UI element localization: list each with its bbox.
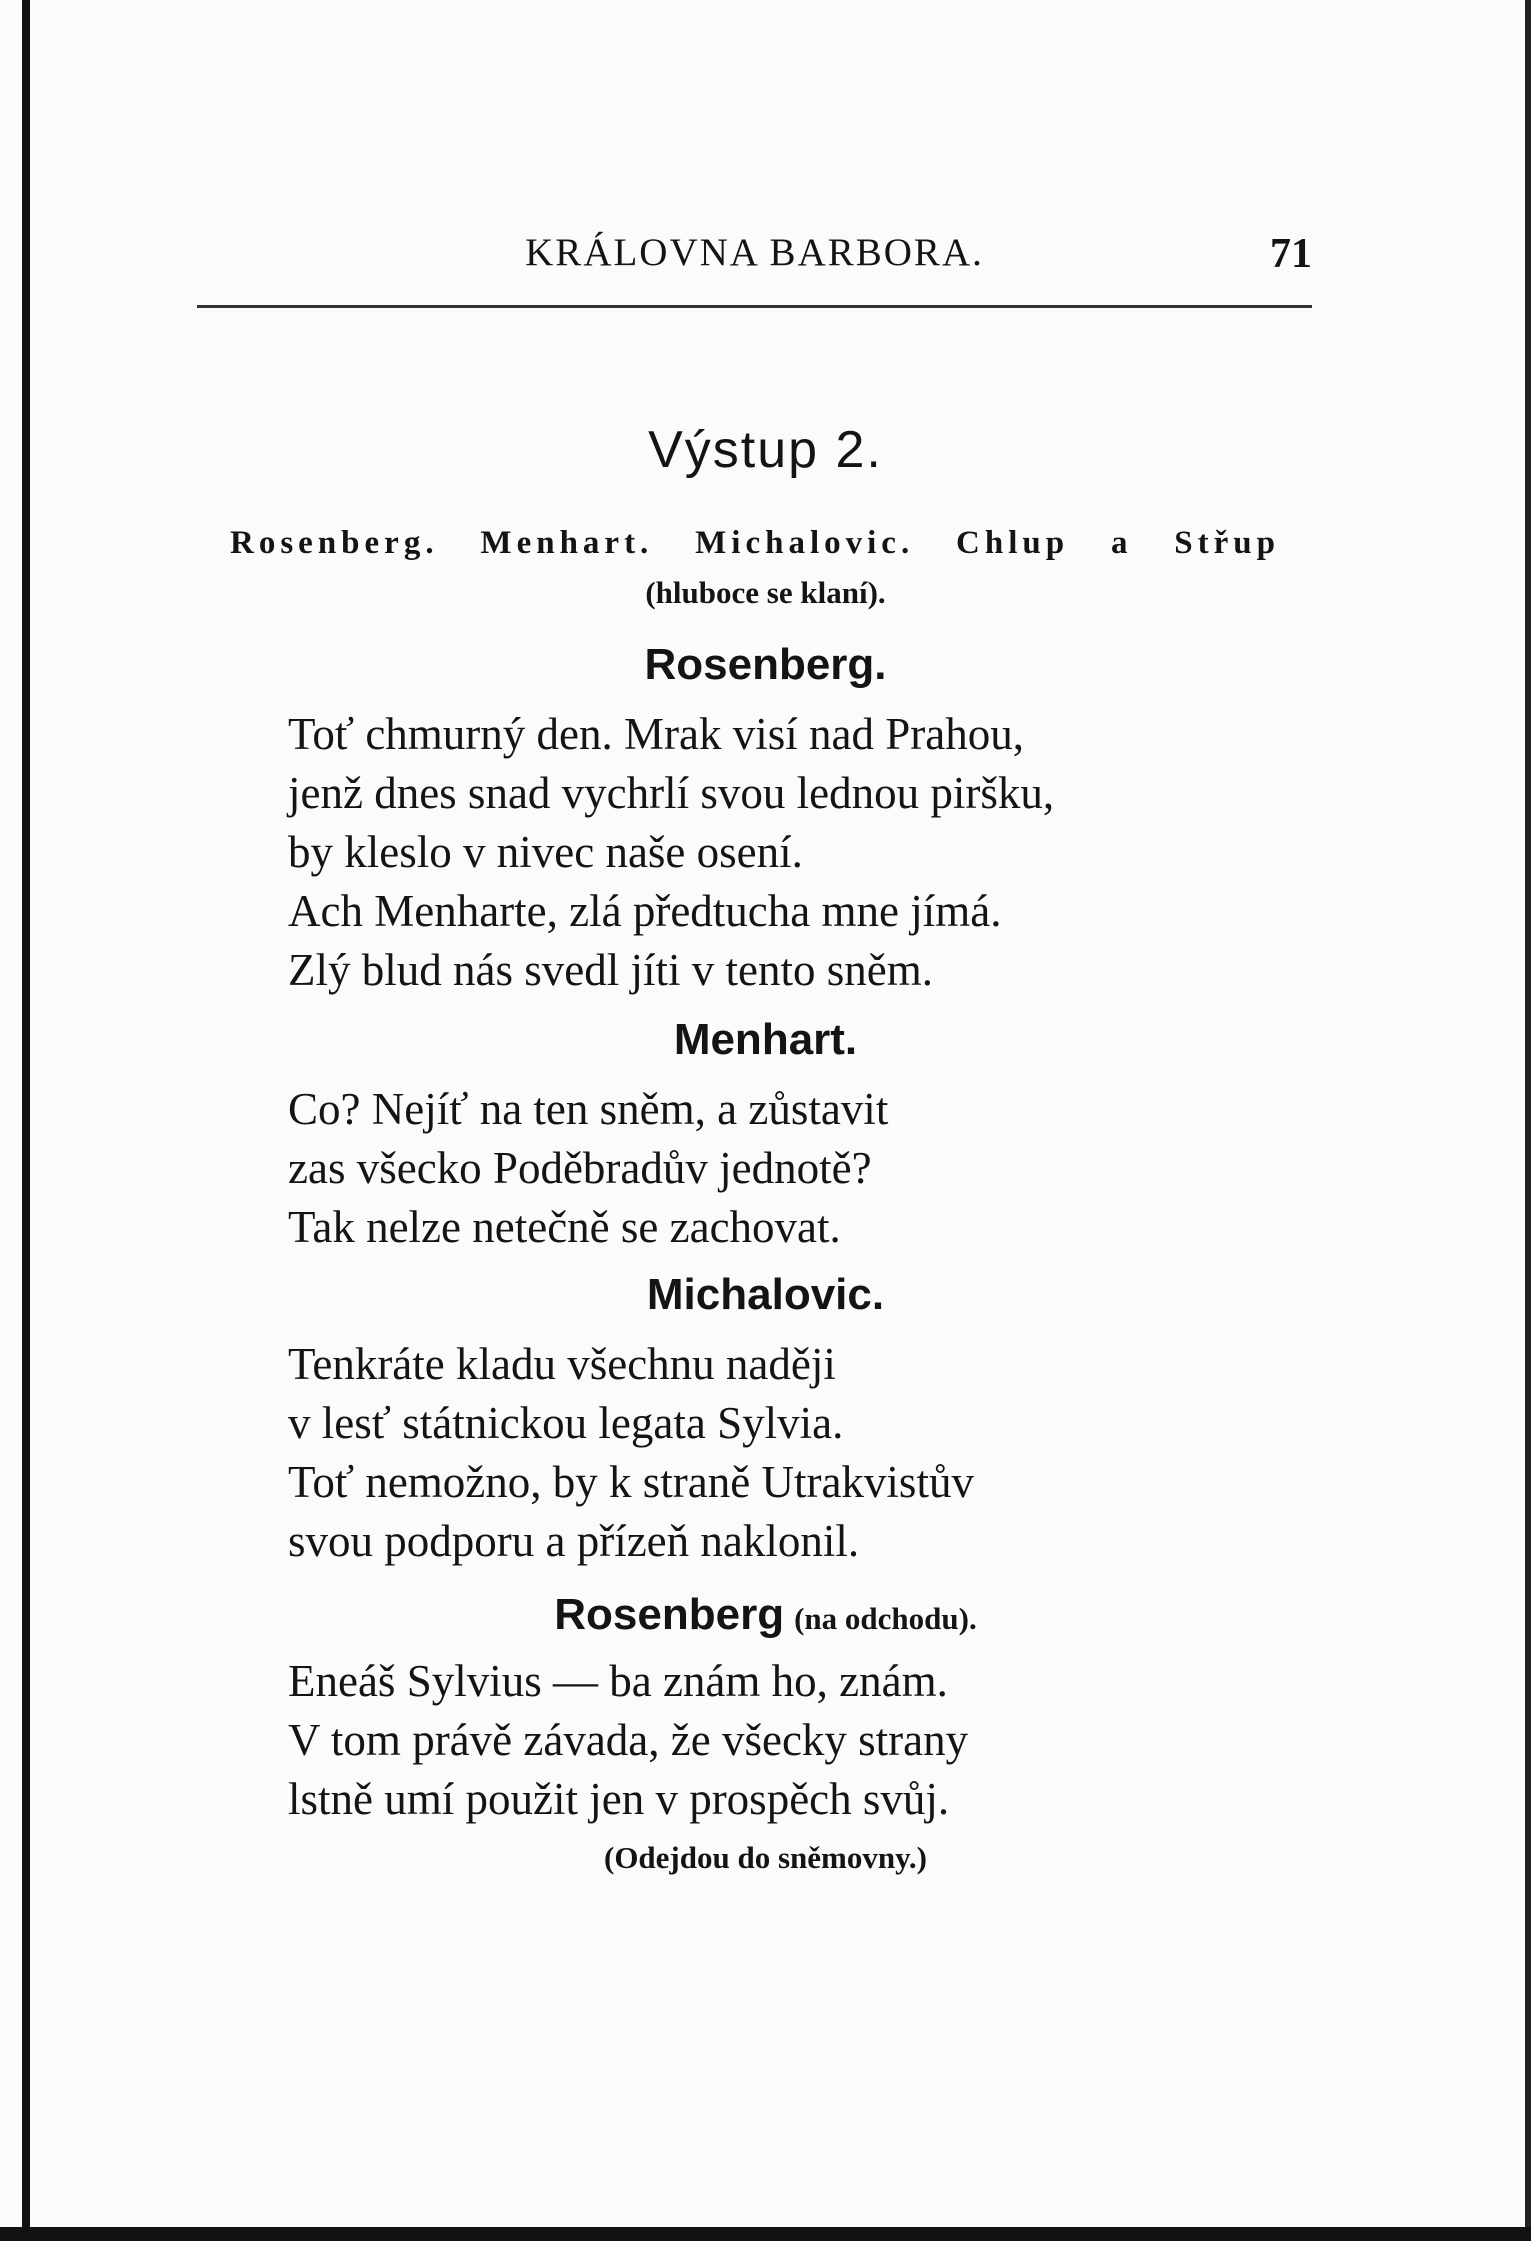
speaker-label: Menhart.: [673, 1015, 858, 1064]
verse-line: svou podporu a přízeň naklonil.: [288, 1516, 860, 1566]
speaker-name: [0, 1270, 1531, 1320]
verse-line: Eneáš Sylvius — ba znám ho, znám.: [288, 1656, 948, 1706]
page-number: 71: [1270, 231, 1312, 277]
page-binding-edge: [22, 0, 30, 2241]
speech-verse: [288, 1080, 1248, 1257]
verse-line: Toť chmurný den. Mrak visí nad Prahou,: [288, 709, 1024, 759]
page-bottom-edge: [0, 2227, 1531, 2241]
speaker-label: Rosenberg: [554, 1590, 785, 1639]
speaker-label: Rosenberg.: [644, 640, 887, 689]
speaker-name: [0, 1015, 1531, 1065]
verse-line: lstně umí použit jen v prospěch svůj.: [288, 1774, 950, 1824]
header-rule: [197, 305, 1312, 308]
verse-line: Ach Menharte, zlá předtucha mne jímá.: [288, 886, 1002, 936]
page-header: [197, 230, 1312, 290]
speaker-name: [0, 640, 1531, 690]
page-right-edge: [1525, 0, 1531, 2241]
speaker-label: Michalovic.: [646, 1270, 885, 1319]
verse-line: by kleslo v nivec naše osení.: [288, 827, 803, 877]
speech-verse: [288, 1652, 1248, 1829]
verse-line: jenž dnes snad vychrlí svou lednou piršku,: [288, 768, 1055, 818]
verse-line: V tom právě závada, že všecky strany: [288, 1715, 969, 1765]
verse-line: Zlý blud nás svedl jíti v tento sněm.: [288, 945, 933, 995]
speaker-stage-note: (na odchodu).: [794, 1601, 977, 1636]
speech-verse: [288, 705, 1248, 1000]
verse-line: zas všecko Poděbradův jednotě?: [288, 1143, 872, 1193]
running-head: KRÁLOVNA BARBORA.: [525, 231, 984, 274]
speech-verse: [288, 1335, 1248, 1571]
verse-line: Toť nemožno, by k straně Utrakvistův: [288, 1457, 974, 1507]
scene-title: Výstup 2.: [648, 421, 883, 479]
verse-line: v lesť státnickou legata Sylvia.: [288, 1398, 844, 1448]
stage-direction: (Odejdou do sněmovny.): [604, 1840, 927, 1875]
speaker-name: [0, 1590, 1531, 1640]
verse-line: Tak nelze netečně se zachovat.: [288, 1202, 841, 1252]
verse-line: Co? Nejíť na ten sněm, a zůstavit: [288, 1084, 889, 1134]
cast-note: (hluboce se klaní).: [645, 575, 886, 610]
verse-line: Tenkráte kladu všechnu naději: [288, 1339, 836, 1389]
cast-list: Rosenberg. Menhart. Michalovic. Chlup a Střup: [230, 525, 1280, 561]
